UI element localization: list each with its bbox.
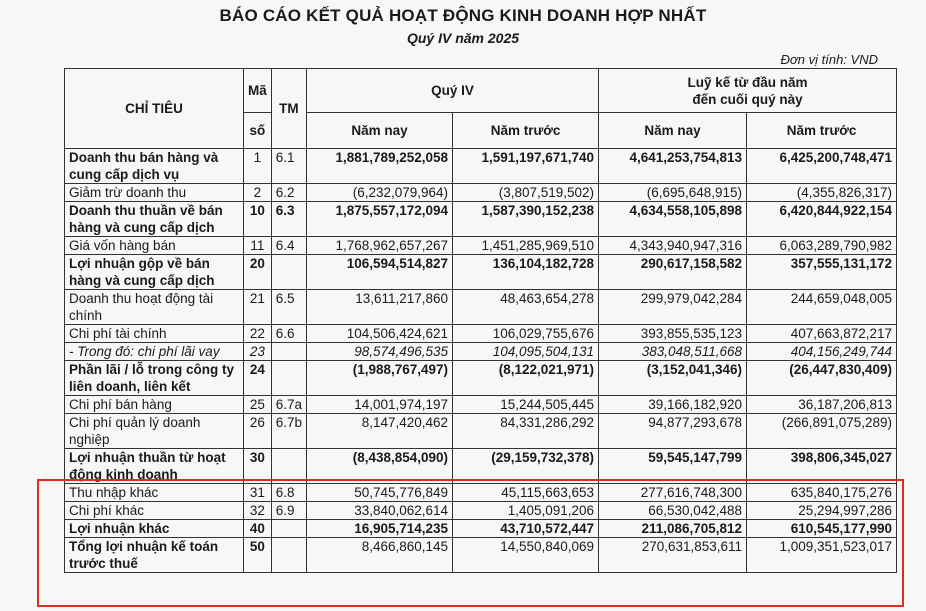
row-code: 21 (244, 290, 272, 325)
row-q-this-year: 14,001,974,197 (307, 396, 453, 414)
row-note (271, 343, 306, 361)
row-ytd-this-year: 393,855,535,123 (599, 325, 747, 343)
row-ytd-this-year: 290,617,158,582 (599, 255, 747, 290)
row-q-prev-year: 1,587,390,152,238 (453, 202, 599, 237)
row-ytd-this-year: 66,530,042,488 (599, 502, 747, 520)
row-q-this-year: 98,574,496,535 (307, 343, 453, 361)
table-row (65, 325, 897, 343)
row-q-prev-year: 45,115,663,653 (453, 484, 599, 502)
row-ytd-prev-year: 398,806,345,027 (747, 449, 897, 484)
header-ma-so-bottom: số (244, 113, 272, 149)
header-ytd-line1: Luỹ kế từ đầu năm (687, 74, 808, 90)
header-q-prev-year: Năm trước (453, 113, 599, 149)
row-note: 6.2 (271, 184, 306, 202)
row-ytd-prev-year: 407,663,872,217 (747, 325, 897, 343)
row-ytd-prev-year: 357,555,131,172 (747, 255, 897, 290)
row-ytd-prev-year: (266,891,075,289) (747, 414, 897, 449)
row-code: 25 (244, 396, 272, 414)
row-q-this-year: 1,881,789,252,058 (307, 149, 453, 184)
row-q-this-year: (8,438,854,090) (307, 449, 453, 484)
row-q-this-year: 16,905,714,235 (307, 520, 453, 538)
row-q-this-year: 104,506,424,621 (307, 325, 453, 343)
row-label: Phần lãi / lỗ trong công ty liên doanh, liên kết (65, 361, 244, 396)
row-ytd-this-year: 211,086,705,812 (599, 520, 747, 538)
row-ytd-this-year: 39,166,182,920 (599, 396, 747, 414)
row-ytd-prev-year: 610,545,177,990 (747, 520, 897, 538)
row-code: 11 (244, 237, 272, 255)
table-row (65, 202, 897, 237)
row-code: 50 (244, 538, 272, 573)
header-ytd-prev-year: Năm trước (747, 113, 897, 149)
table-row (65, 414, 897, 449)
row-q-this-year: (6,232,079,964) (307, 184, 453, 202)
table-row (65, 343, 897, 361)
row-note: 6.7b (271, 414, 306, 449)
row-label: Thu nhập khác (65, 484, 244, 502)
row-ytd-prev-year: 6,425,200,748,471 (747, 149, 897, 184)
header-q-this-year: Năm nay (307, 113, 453, 149)
row-label: Doanh thu thuần về bán hàng và cung cấp dịch (65, 202, 244, 237)
table-row (65, 361, 897, 396)
row-ytd-prev-year: 244,659,048,005 (747, 290, 897, 325)
row-q-this-year: 8,147,420,462 (307, 414, 453, 449)
table-row (65, 184, 897, 202)
row-note: 6.1 (271, 149, 306, 184)
row-q-prev-year: 106,029,755,676 (453, 325, 599, 343)
row-ytd-prev-year: 635,840,175,276 (747, 484, 897, 502)
row-code: 1 (244, 149, 272, 184)
row-q-prev-year: 48,463,654,278 (453, 290, 599, 325)
row-label: Chi phí quản lý doanh nghiệp (65, 414, 244, 449)
row-ytd-prev-year: 6,063,289,790,982 (747, 237, 897, 255)
row-code: 31 (244, 484, 272, 502)
currency-unit: Đơn vị tính: VND (780, 52, 878, 67)
header-tm: TM (271, 69, 306, 149)
row-code: 22 (244, 325, 272, 343)
row-note: 6.7a (271, 396, 306, 414)
row-code: 26 (244, 414, 272, 449)
highlight-box (37, 479, 904, 607)
row-label: Tổng lợi nhuận kế toán trước thuế (65, 538, 244, 573)
row-code: 20 (244, 255, 272, 290)
row-label: Lợi nhuận gộp về bán hàng và cung cấp dịch (65, 255, 244, 290)
header-ytd-this-year: Năm nay (599, 113, 747, 149)
row-code: 2 (244, 184, 272, 202)
row-code: 10 (244, 202, 272, 237)
row-label: Doanh thu hoạt động tài chính (65, 290, 244, 325)
row-label: Chi phí tài chính (65, 325, 244, 343)
row-ytd-this-year: 299,979,042,284 (599, 290, 747, 325)
row-code: 32 (244, 502, 272, 520)
row-note: 6.5 (271, 290, 306, 325)
table-row (65, 290, 897, 325)
table-row (65, 255, 897, 290)
row-label: Chi phí khác (65, 502, 244, 520)
row-label: Giảm trừ doanh thu (65, 184, 244, 202)
row-ytd-this-year: 277,616,748,300 (599, 484, 747, 502)
row-code: 23 (244, 343, 272, 361)
table-row (65, 149, 897, 184)
row-ytd-this-year: 59,545,147,799 (599, 449, 747, 484)
row-q-this-year: 33,840,062,614 (307, 502, 453, 520)
row-code: 40 (244, 520, 272, 538)
row-note: 6.6 (271, 325, 306, 343)
row-label: Giá vốn hàng bán (65, 237, 244, 255)
row-q-this-year: 13,611,217,860 (307, 290, 453, 325)
row-note (271, 255, 306, 290)
table-row (65, 237, 897, 255)
row-label: Lợi nhuận thuần từ hoạt động kinh doanh (65, 449, 244, 484)
row-q-this-year: 1,875,557,172,094 (307, 202, 453, 237)
header-ytd (599, 69, 897, 113)
row-note: 6.3 (271, 202, 306, 237)
row-ytd-prev-year: (4,355,826,317) (747, 184, 897, 202)
row-ytd-prev-year: 25,294,997,286 (747, 502, 897, 520)
row-q-this-year: 106,594,514,827 (307, 255, 453, 290)
row-note (271, 361, 306, 396)
row-q-this-year: 8,466,860,145 (307, 538, 453, 573)
row-ytd-this-year: 4,343,940,947,316 (599, 237, 747, 255)
row-q-prev-year: 15,244,505,445 (453, 396, 599, 414)
row-q-prev-year: 1,451,285,969,510 (453, 237, 599, 255)
row-label: Lợi nhuận khác (65, 520, 244, 538)
report-subtitle: Quý IV năm 2025 (406, 30, 520, 46)
row-q-this-year: 50,745,776,849 (307, 484, 453, 502)
row-ytd-prev-year: (26,447,830,409) (747, 361, 897, 396)
row-q-prev-year: 104,095,504,131 (453, 343, 599, 361)
row-ytd-this-year: 270,631,853,611 (599, 538, 747, 573)
row-ytd-prev-year: 6,420,844,922,154 (747, 202, 897, 237)
row-q-prev-year: (8,122,021,971) (453, 361, 599, 396)
row-ytd-prev-year: 36,187,206,813 (747, 396, 897, 414)
row-q-prev-year: (3,807,519,502) (453, 184, 599, 202)
row-code: 24 (244, 361, 272, 396)
row-ytd-prev-year: 404,156,249,744 (747, 343, 897, 361)
row-ytd-this-year: (6,695,648,915) (599, 184, 747, 202)
row-label: Chi phí bán hàng (65, 396, 244, 414)
row-q-prev-year: 136,104,182,728 (453, 255, 599, 290)
row-note: 6.4 (271, 237, 306, 255)
row-ytd-this-year: 383,048,511,668 (599, 343, 747, 361)
row-q-prev-year: (29,159,732,378) (453, 449, 599, 484)
row-q-prev-year: 1,591,197,671,740 (453, 149, 599, 184)
header-quarter: Quý IV (307, 69, 599, 113)
row-q-prev-year: 14,550,840,069 (453, 538, 599, 573)
row-note: 6.8 (271, 484, 306, 502)
header-ytd-line2: đến cuối quý này (692, 91, 803, 107)
header-ma-so-top: Mã (244, 69, 272, 113)
row-q-this-year: 1,768,962,657,267 (307, 237, 453, 255)
header-chi-tieu: CHỈ TIÊU (65, 69, 244, 149)
row-q-prev-year: 43,710,572,447 (453, 520, 599, 538)
row-ytd-this-year: 4,641,253,754,813 (599, 149, 747, 184)
row-ytd-this-year: (3,152,041,346) (599, 361, 747, 396)
row-code: 30 (244, 449, 272, 484)
table-row (65, 396, 897, 414)
row-q-prev-year: 84,331,286,292 (453, 414, 599, 449)
row-q-this-year: (1,988,767,497) (307, 361, 453, 396)
row-ytd-this-year: 94,877,293,678 (599, 414, 747, 449)
report-title: BÁO CÁO KẾT QUẢ HOẠT ĐỘNG KINH DOANH HỢP NHẤT (219, 6, 707, 25)
row-label: Doanh thu bán hàng và cung cấp dịch vụ (65, 149, 244, 184)
row-ytd-this-year: 4,634,558,105,898 (599, 202, 747, 237)
row-q-prev-year: 1,405,091,206 (453, 502, 599, 520)
row-ytd-prev-year: 1,009,351,523,017 (747, 538, 897, 573)
row-label: - Trong đó: chi phí lãi vay (65, 343, 244, 361)
row-note: 6.9 (271, 502, 306, 520)
